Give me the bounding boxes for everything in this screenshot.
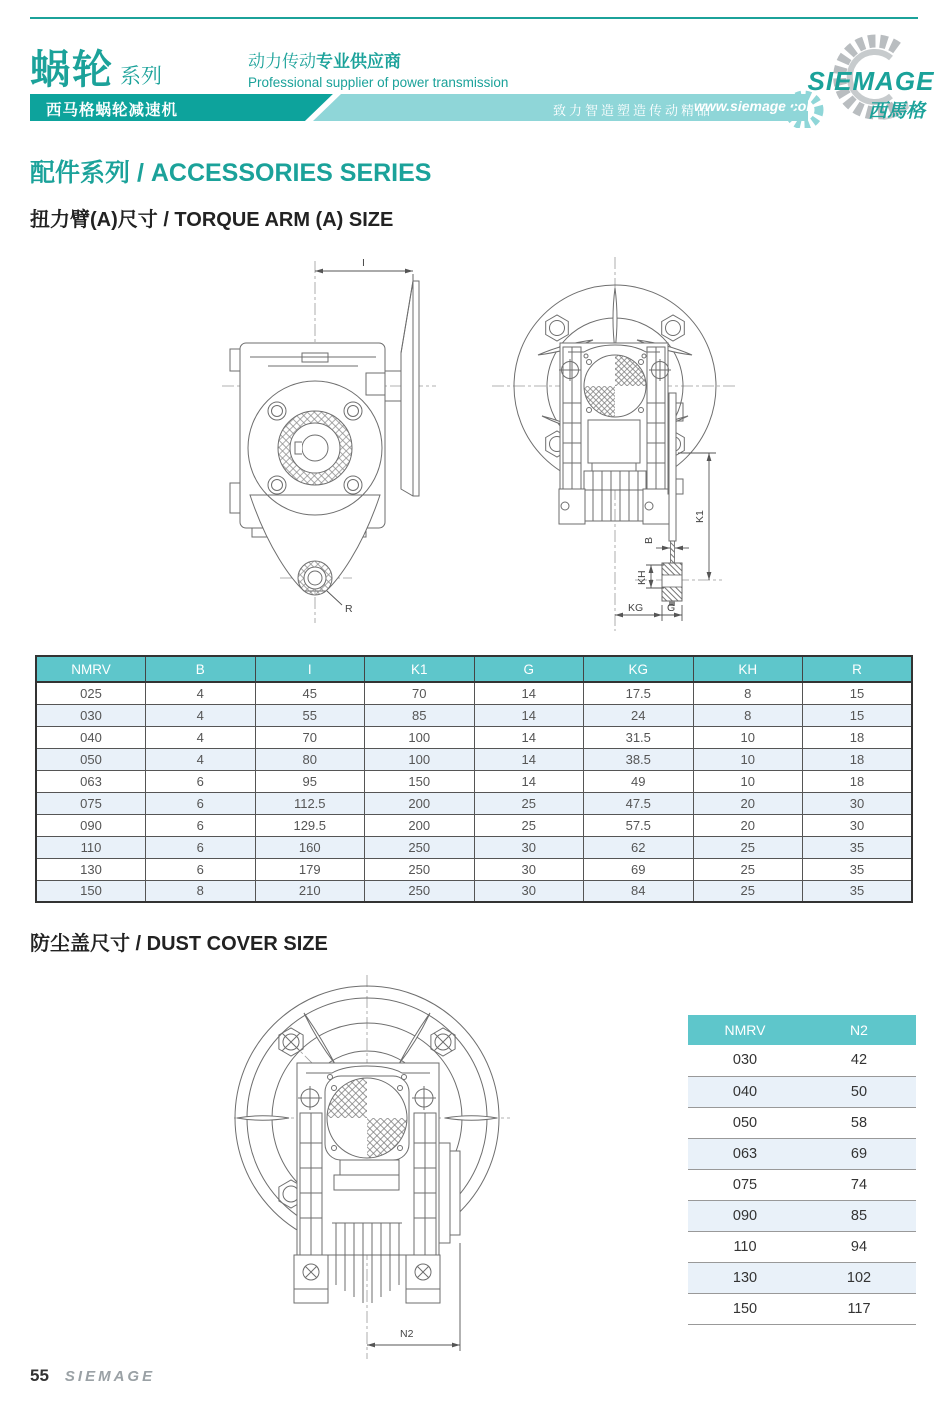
series-title-zh: 蜗轮 — [30, 48, 114, 92]
table-cell: 075 — [36, 792, 146, 814]
table-row — [36, 858, 912, 880]
column-header: KH — [693, 656, 803, 682]
table-cell: 30 — [474, 836, 584, 858]
table-row — [688, 1169, 916, 1200]
table-row — [36, 726, 912, 748]
tagline-zh: 动力传动专业供应商 — [248, 52, 401, 71]
table-cell: 55 — [255, 704, 365, 726]
table-cell: 150 — [688, 1293, 802, 1324]
table-cell: 179 — [255, 858, 365, 880]
table-cell: 100 — [365, 726, 475, 748]
table-cell: 160 — [255, 836, 365, 858]
table-cell: 85 — [365, 704, 475, 726]
table-cell: 57.5 — [584, 814, 694, 836]
table-cell: 200 — [365, 814, 475, 836]
table-cell: 4 — [146, 704, 256, 726]
table-cell: 18 — [803, 726, 913, 748]
banner-product-name: 西马格蜗轮减速机 — [46, 102, 179, 119]
table-cell: 58 — [802, 1107, 916, 1138]
table-row — [688, 1076, 916, 1107]
table-cell: 063 — [688, 1138, 802, 1169]
table-cell: 6 — [146, 792, 256, 814]
table-cell: 70 — [255, 726, 365, 748]
table-cell: 14 — [474, 704, 584, 726]
table-cell: 100 — [365, 748, 475, 770]
table-cell: 050 — [36, 748, 146, 770]
footer-brand-logo: SIEMAGE — [64, 1368, 156, 1385]
table-cell: 50 — [802, 1076, 916, 1107]
table-cell: 95 — [255, 770, 365, 792]
dimension-label-kg: KG — [628, 602, 644, 614]
table-cell: 25 — [474, 792, 584, 814]
table-cell: 80 — [255, 748, 365, 770]
dimension-label-k1: K1 — [694, 510, 706, 523]
table-cell: 6 — [146, 770, 256, 792]
table-row — [688, 1231, 916, 1262]
table-cell: 063 — [36, 770, 146, 792]
table-cell: 110 — [36, 836, 146, 858]
table-cell: 25 — [693, 858, 803, 880]
output-flange — [401, 281, 419, 496]
banner-slogan: 致力智造塑造传动精品 — [553, 103, 714, 118]
table-cell: 69 — [584, 858, 694, 880]
table-cell: 49 — [584, 770, 694, 792]
table-cell: 040 — [688, 1076, 802, 1107]
table-row — [36, 814, 912, 836]
table-cell: 112.5 — [255, 792, 365, 814]
table-cell: 42 — [802, 1045, 916, 1076]
table-cell: 102 — [802, 1262, 916, 1293]
series-title — [30, 38, 162, 95]
table-cell: 030 — [688, 1045, 802, 1076]
table-cell: 14 — [474, 770, 584, 792]
table-cell: 250 — [365, 836, 475, 858]
table-cell: 030 — [36, 704, 146, 726]
table-cell: 4 — [146, 726, 256, 748]
table-header-row — [36, 656, 912, 682]
torque-arm-strip — [669, 393, 676, 541]
table-cell: 30 — [803, 792, 913, 814]
table-cell: 8 — [146, 880, 256, 902]
table-cell: 69 — [802, 1138, 916, 1169]
table-cell: 84 — [584, 880, 694, 902]
column-header: N2 — [802, 1015, 916, 1045]
dust-cover-drawing — [232, 973, 512, 1365]
table-cell: 10 — [693, 770, 803, 792]
table-cell: 20 — [693, 792, 803, 814]
dust-cover-section-title: 防尘盖尺寸 / DUST COVER SIZE — [30, 933, 328, 955]
dimension-label-kh: KH — [636, 570, 648, 585]
table-cell: 35 — [803, 880, 913, 902]
table-cell: 090 — [36, 814, 146, 836]
banner-website-link[interactable]: www.siemage.com — [694, 98, 819, 114]
table-cell: 10 — [693, 748, 803, 770]
tagline — [248, 47, 508, 90]
dimension-label-n2: N2 — [400, 1328, 414, 1340]
page-number: 55 — [30, 1366, 49, 1385]
table-header-row — [688, 1015, 916, 1045]
table-cell: 25 — [693, 836, 803, 858]
table-cell: 15 — [803, 682, 913, 704]
dust-cover-size-table — [688, 1015, 916, 1325]
table-cell: 47.5 — [584, 792, 694, 814]
table-row — [688, 1045, 916, 1076]
table-cell: 8 — [693, 704, 803, 726]
torque-arm-side-view-drawing — [480, 253, 740, 641]
logo-brand-text: SIEMAGE — [807, 66, 935, 96]
table-cell: 050 — [688, 1107, 802, 1138]
torque-arm-section-title: 扭力臂(A)尺寸 / TORQUE ARM (A) SIZE — [30, 209, 394, 231]
table-row — [688, 1293, 916, 1324]
table-row — [36, 792, 912, 814]
table-cell: 25 — [693, 880, 803, 902]
column-header: KG — [584, 656, 694, 682]
table-cell: 70 — [365, 682, 475, 704]
table-cell: 4 — [146, 748, 256, 770]
column-header: I — [255, 656, 365, 682]
table-cell: 74 — [802, 1169, 916, 1200]
dimension-label-g: G — [667, 602, 676, 614]
table-cell: 30 — [803, 814, 913, 836]
table-cell: 110 — [688, 1231, 802, 1262]
table-cell: 35 — [803, 836, 913, 858]
table-cell: 200 — [365, 792, 475, 814]
table-cell: 38.5 — [584, 748, 694, 770]
table-cell: 6 — [146, 814, 256, 836]
table-row — [688, 1138, 916, 1169]
table-cell: 130 — [36, 858, 146, 880]
table-row — [36, 770, 912, 792]
column-header: G — [474, 656, 584, 682]
table-row — [36, 836, 912, 858]
dimension-label-b: B — [643, 536, 655, 544]
table-cell: 6 — [146, 836, 256, 858]
table-cell: 17.5 — [584, 682, 694, 704]
table-cell: 62 — [584, 836, 694, 858]
table-row — [36, 682, 912, 704]
logo-brand-text-zh: 西馬格 — [868, 101, 926, 122]
column-header: NMRV — [36, 656, 146, 682]
table-cell: 25 — [474, 814, 584, 836]
table-cell: 150 — [365, 770, 475, 792]
page-title: 配件系列 / ACCESSORIES SERIES — [30, 159, 432, 187]
table-cell: 250 — [365, 880, 475, 902]
table-cell: 210 — [255, 880, 365, 902]
torque-arm-front-view-drawing — [180, 253, 480, 641]
table-row — [688, 1107, 916, 1138]
table-cell: 45 — [255, 682, 365, 704]
table-cell: 85 — [802, 1200, 916, 1231]
table-cell: 10 — [693, 726, 803, 748]
table-cell: 94 — [802, 1231, 916, 1262]
table-cell: 20 — [693, 814, 803, 836]
column-header: K1 — [365, 656, 475, 682]
table-cell: 14 — [474, 682, 584, 704]
page-footer — [30, 1366, 155, 1386]
table-cell: 150 — [36, 880, 146, 902]
table-row — [688, 1200, 916, 1231]
table-cell: 30 — [474, 880, 584, 902]
table-cell: 6 — [146, 858, 256, 880]
column-header: B — [146, 656, 256, 682]
torque-arm-size-table — [35, 655, 913, 903]
table-cell: 35 — [803, 858, 913, 880]
table-cell: 129.5 — [255, 814, 365, 836]
header-rule — [30, 17, 918, 19]
table-cell: 025 — [36, 682, 146, 704]
table-row — [36, 704, 912, 726]
table-cell: 130 — [688, 1262, 802, 1293]
dimension-label-r: R — [345, 603, 353, 615]
table-row — [688, 1262, 916, 1293]
table-cell: 18 — [803, 748, 913, 770]
table-cell: 14 — [474, 748, 584, 770]
table-row — [36, 748, 912, 770]
table-cell: 24 — [584, 704, 694, 726]
table-cell: 8 — [693, 682, 803, 704]
column-header: NMRV — [688, 1015, 802, 1045]
table-cell: 250 — [365, 858, 475, 880]
table-cell: 14 — [474, 726, 584, 748]
table-cell: 090 — [688, 1200, 802, 1231]
table-cell: 31.5 — [584, 726, 694, 748]
tagline-en: Professional supplier of power transmission — [248, 75, 509, 90]
series-title-suffix: 系列 — [120, 65, 162, 88]
table-cell: 117 — [802, 1293, 916, 1324]
table-row — [36, 880, 912, 902]
table-cell: 4 — [146, 682, 256, 704]
table-cell: 075 — [688, 1169, 802, 1200]
column-header: R — [803, 656, 913, 682]
table-cell: 040 — [36, 726, 146, 748]
table-cell: 15 — [803, 704, 913, 726]
table-cell: 18 — [803, 770, 913, 792]
table-cell: 30 — [474, 858, 584, 880]
dimension-label-i: I — [362, 257, 365, 269]
